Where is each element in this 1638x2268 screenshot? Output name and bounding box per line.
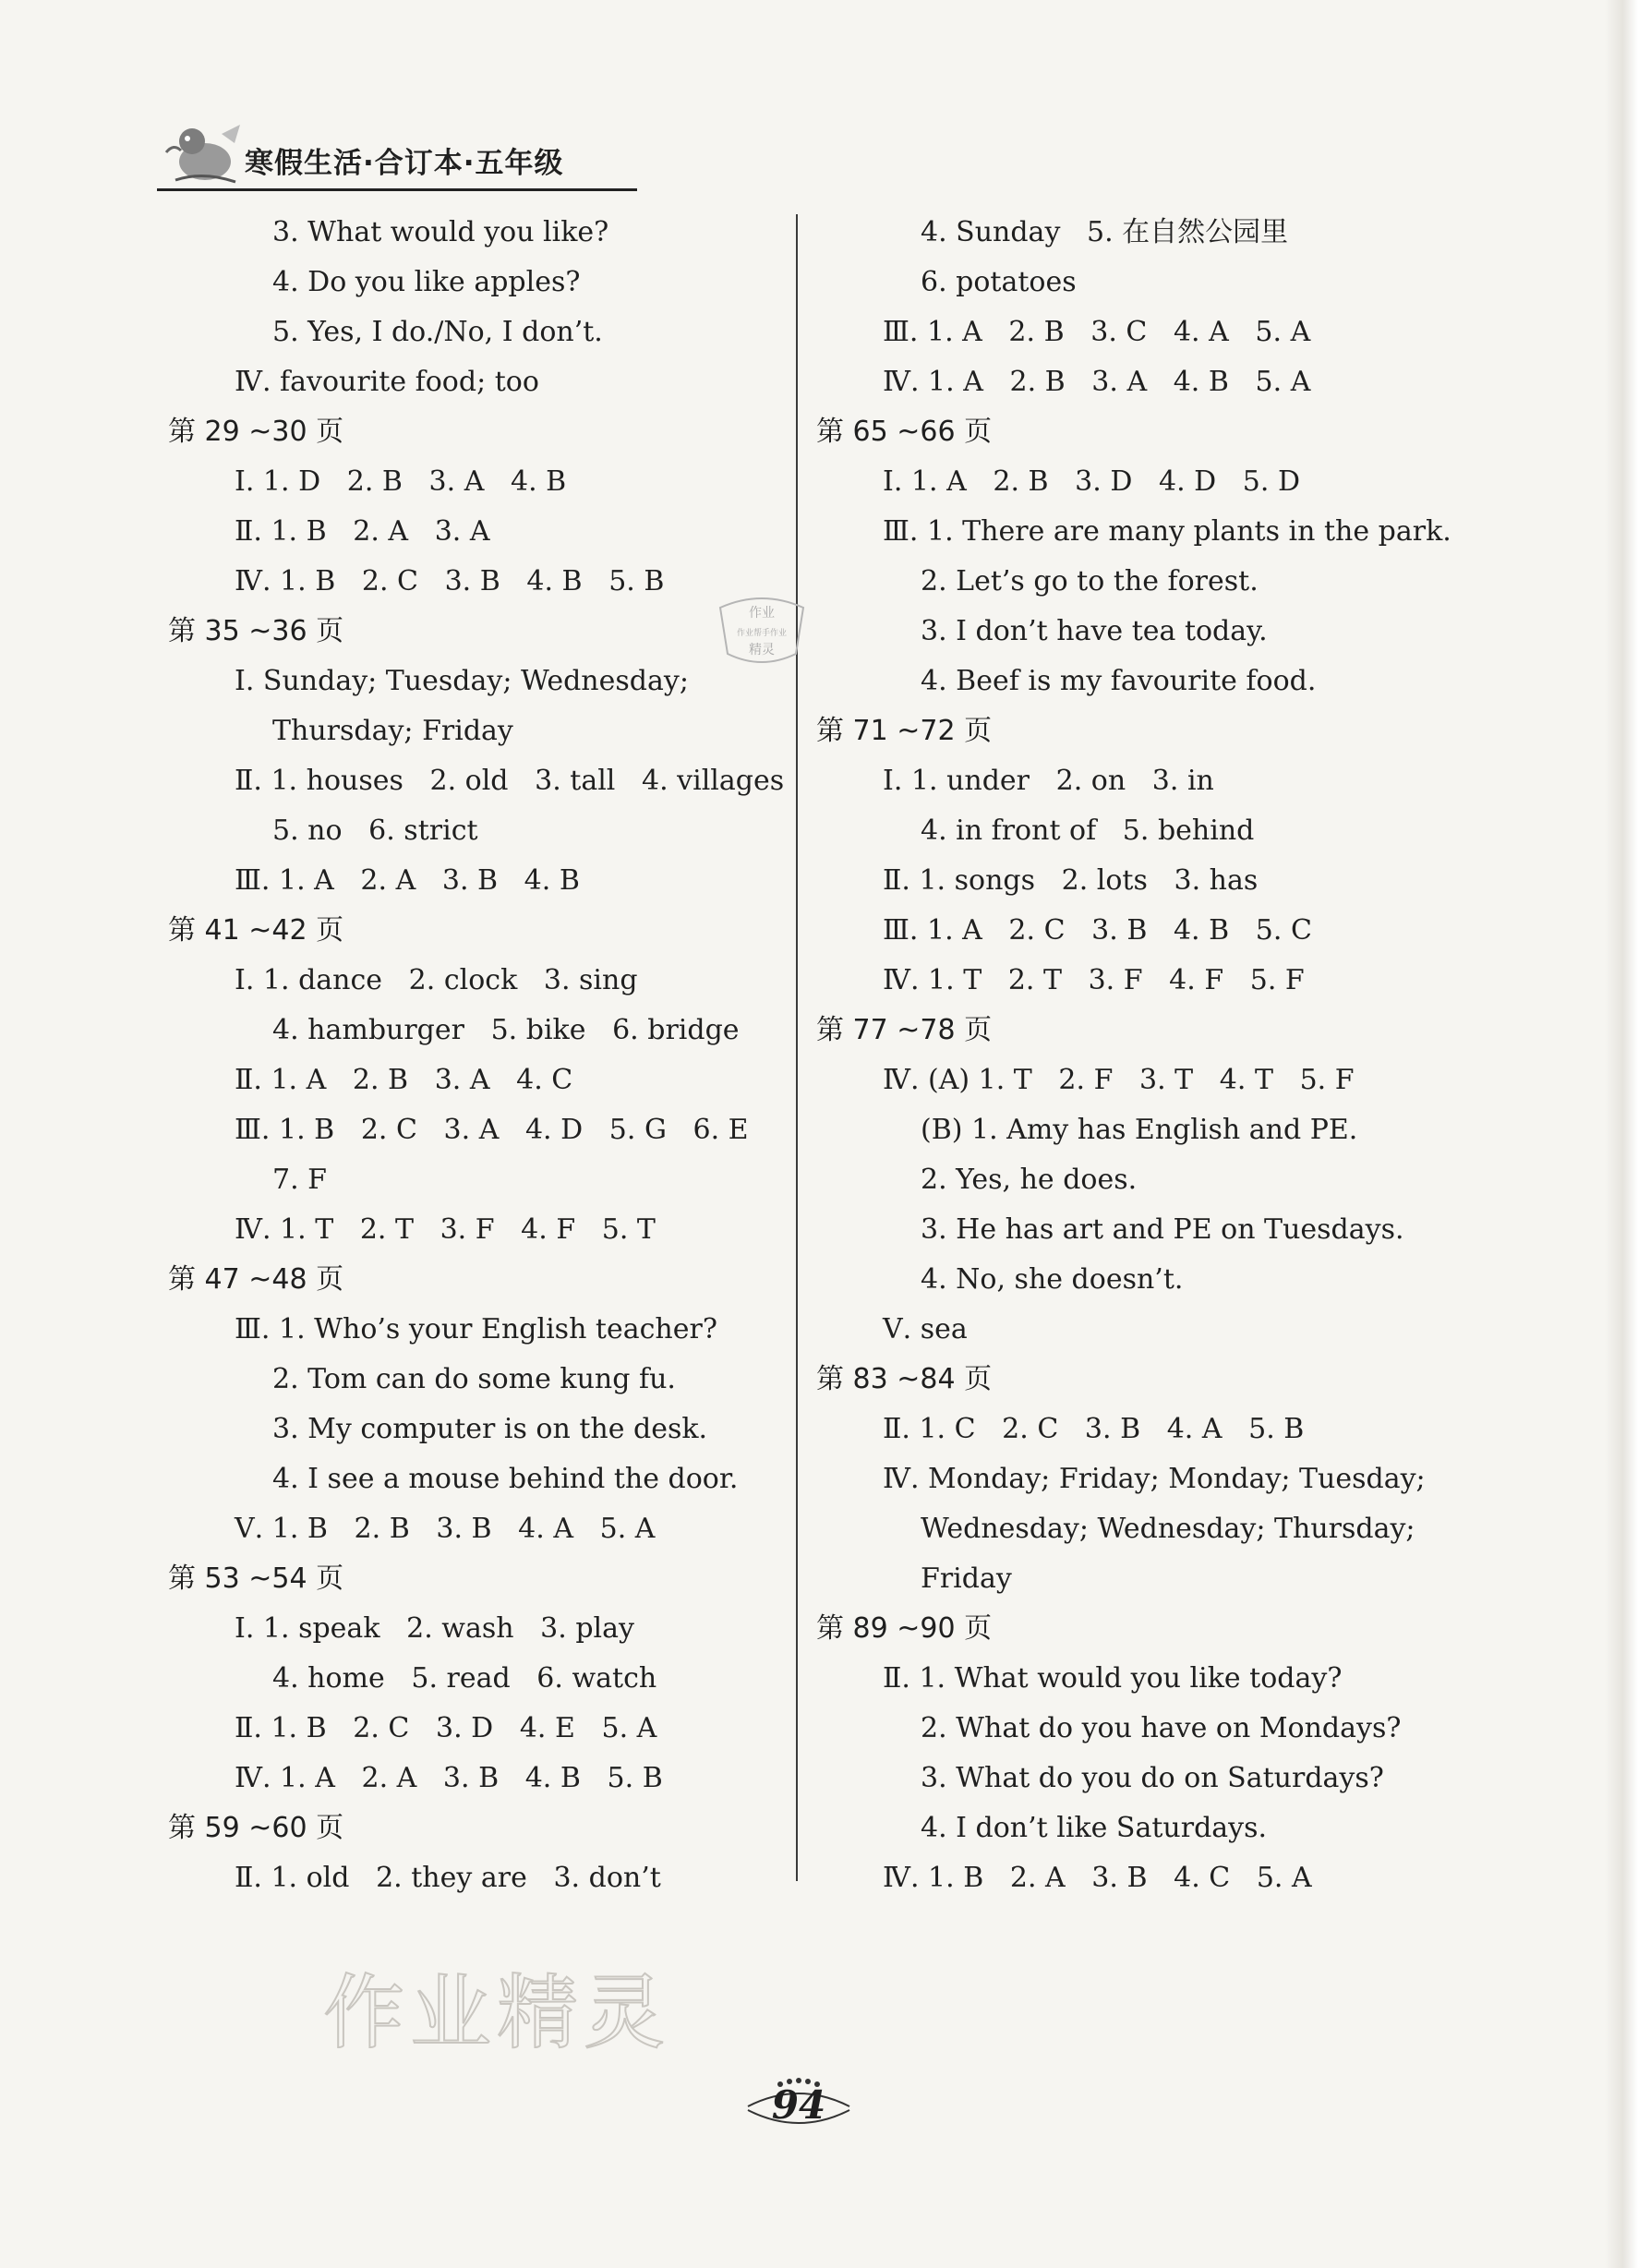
answer-line: Ⅰ. 1. dance 2. clock 3. sing bbox=[235, 964, 638, 996]
answer-line: Ⅰ. Sunday; Tuesday; Wednesday; bbox=[235, 665, 689, 697]
answer-line: Ⅱ. 1. songs 2. lots 3. has bbox=[883, 864, 1259, 897]
answer-line: Ⅳ. 1. B 2. A 3. B 4. C 5. A bbox=[883, 1862, 1312, 1894]
answer-line: 4. I see a mouse behind the door. bbox=[272, 1463, 739, 1495]
answer-line: 2. Tom can do some kung fu. bbox=[272, 1363, 676, 1395]
section-heading: 第 53 ~54 页 bbox=[168, 1562, 344, 1595]
answer-line: Ⅳ. 1. T 2. T 3. F 4. F 5. T bbox=[235, 1213, 656, 1246]
answer-line: 4. Sunday 5. 在自然公园里 bbox=[921, 216, 1289, 248]
answer-line: Thursday; Friday bbox=[272, 715, 513, 747]
section-heading: 第 47 ~48 页 bbox=[168, 1263, 344, 1296]
answer-line: Ⅳ. Monday; Friday; Monday; Tuesday; bbox=[883, 1463, 1426, 1495]
answer-line: Ⅱ. 1. old 2. they are 3. don’t bbox=[235, 1862, 661, 1894]
answer-line: 2. Let’s go to the forest. bbox=[921, 565, 1259, 597]
section-heading: 第 71 ~72 页 bbox=[816, 715, 993, 747]
watermark-text: 作业精灵 bbox=[323, 1965, 671, 2060]
column-divider bbox=[796, 214, 798, 1881]
section-heading: 第 41 ~42 页 bbox=[168, 914, 344, 947]
header-rule bbox=[157, 188, 637, 191]
answer-line: Ⅳ. favourite food; too bbox=[235, 366, 539, 398]
answer-line: 4. in front of 5. behind bbox=[921, 814, 1255, 847]
answer-line: Ⅲ. 1. A 2. B 3. C 4. A 5. A bbox=[883, 316, 1311, 348]
answer-line: Ⅰ. 1. D 2. B 3. A 4. B bbox=[235, 465, 567, 498]
answer-line: Ⅱ. 1. What would you like today? bbox=[883, 1662, 1343, 1695]
answer-line: Ⅱ. 1. houses 2. old 3. tall 4. villages bbox=[235, 765, 785, 797]
homework-stamp-icon bbox=[711, 589, 813, 670]
section-heading: 第 29 ~30 页 bbox=[168, 416, 344, 448]
answer-line: 4. hamburger 5. bike 6. bridge bbox=[272, 1014, 740, 1046]
page-number-badge bbox=[739, 2071, 859, 2136]
answer-line: Ⅲ. 1. Who’s your English teacher? bbox=[235, 1313, 717, 1345]
answer-line: Ⅴ. 1. B 2. B 3. B 4. A 5. A bbox=[235, 1513, 656, 1545]
answer-line: Ⅳ. (A) 1. T 2. F 3. T 4. T 5. F bbox=[883, 1064, 1355, 1096]
answer-line: 3. My computer is on the desk. bbox=[272, 1413, 708, 1445]
answer-line: 4. Do you like apples? bbox=[272, 266, 581, 298]
answer-line: Ⅲ. 1. B 2. C 3. A 4. D 5. G 6. E bbox=[235, 1114, 749, 1146]
page-number: 94 bbox=[771, 2082, 826, 2128]
section-heading: 第 89 ~90 页 bbox=[816, 1612, 993, 1645]
answer-line: Wednesday; Wednesday; Thursday; bbox=[921, 1513, 1415, 1545]
section-heading: 第 83 ~84 页 bbox=[816, 1363, 993, 1395]
answer-line: 4. No, she doesn’t. bbox=[921, 1263, 1184, 1296]
right-answer-column bbox=[816, 208, 1453, 1903]
answer-line: 4. home 5. read 6. watch bbox=[272, 1662, 657, 1695]
answer-line: Ⅴ. sea bbox=[883, 1313, 968, 1345]
answer-line: Friday bbox=[921, 1562, 1012, 1595]
answer-line: 2. Yes, he does. bbox=[921, 1164, 1138, 1196]
stamp-top-text: 作业 bbox=[749, 606, 775, 621]
answer-line: 3. What would you like? bbox=[272, 216, 609, 248]
left-answer-column bbox=[168, 208, 787, 1903]
answer-line: Ⅱ. 1. B 2. A 3. A bbox=[235, 515, 490, 548]
cartoon-animal-logo-icon bbox=[157, 115, 249, 189]
answer-line: 4. I don’t like Saturdays. bbox=[921, 1812, 1268, 1844]
book-title: 寒假生活·合订本·五年级 bbox=[245, 147, 564, 180]
answer-line: 7. F bbox=[272, 1164, 327, 1196]
section-heading: 第 77 ~78 页 bbox=[816, 1014, 993, 1046]
answer-line: 6. potatoes bbox=[921, 266, 1077, 298]
answer-line: Ⅳ. 1. B 2. C 3. B 4. B 5. B bbox=[235, 565, 665, 597]
answer-line: 3. What do you do on Saturdays? bbox=[921, 1762, 1384, 1794]
section-heading: 第 65 ~66 页 bbox=[816, 416, 993, 448]
answer-line: Ⅱ. 1. C 2. C 3. B 4. A 5. B bbox=[883, 1413, 1305, 1445]
section-heading: 第 35 ~36 页 bbox=[168, 615, 344, 647]
answer-line: Ⅰ. 1. speak 2. wash 3. play bbox=[235, 1612, 634, 1645]
answer-line: Ⅱ. 1. A 2. B 3. A 4. C bbox=[235, 1064, 573, 1096]
answer-line: 5. Yes, I do./No, I don’t. bbox=[272, 316, 603, 348]
answer-line: Ⅳ. 1. T 2. T 3. F 4. F 5. F bbox=[883, 964, 1305, 996]
torn-page-edge bbox=[1605, 0, 1638, 2268]
section-heading: 第 59 ~60 页 bbox=[168, 1812, 344, 1844]
answer-line: Ⅰ. 1. under 2. on 3. in bbox=[883, 765, 1214, 797]
answer-line: Ⅲ. 1. There are many plants in the park. bbox=[883, 515, 1451, 548]
answer-line: 2. What do you have on Mondays? bbox=[921, 1712, 1402, 1744]
answer-line: 3. He has art and PE on Tuesdays. bbox=[921, 1213, 1404, 1246]
answer-line: Ⅱ. 1. B 2. C 3. D 4. E 5. A bbox=[235, 1712, 657, 1744]
answer-line: (B) 1. Amy has English and PE. bbox=[921, 1114, 1358, 1146]
answer-line: Ⅲ. 1. A 2. A 3. B 4. B bbox=[235, 864, 580, 897]
stamp-mid-text: 作业帮手作业 bbox=[736, 629, 788, 638]
answer-line: 4. Beef is my favourite food. bbox=[921, 665, 1317, 697]
stamp-bottom-text: 精灵 bbox=[749, 643, 775, 657]
answer-line: Ⅳ. 1. A 2. A 3. B 4. B 5. B bbox=[235, 1762, 663, 1794]
answer-line: 3. I don’t have tea today. bbox=[921, 615, 1268, 647]
answer-line: Ⅳ. 1. A 2. B 3. A 4. B 5. A bbox=[883, 366, 1311, 398]
answer-line: Ⅰ. 1. A 2. B 3. D 4. D 5. D bbox=[883, 465, 1301, 498]
answer-line: Ⅲ. 1. A 2. C 3. B 4. B 5. C bbox=[883, 914, 1312, 947]
book-header bbox=[157, 115, 674, 189]
answer-line: 5. no 6. strict bbox=[272, 814, 478, 847]
